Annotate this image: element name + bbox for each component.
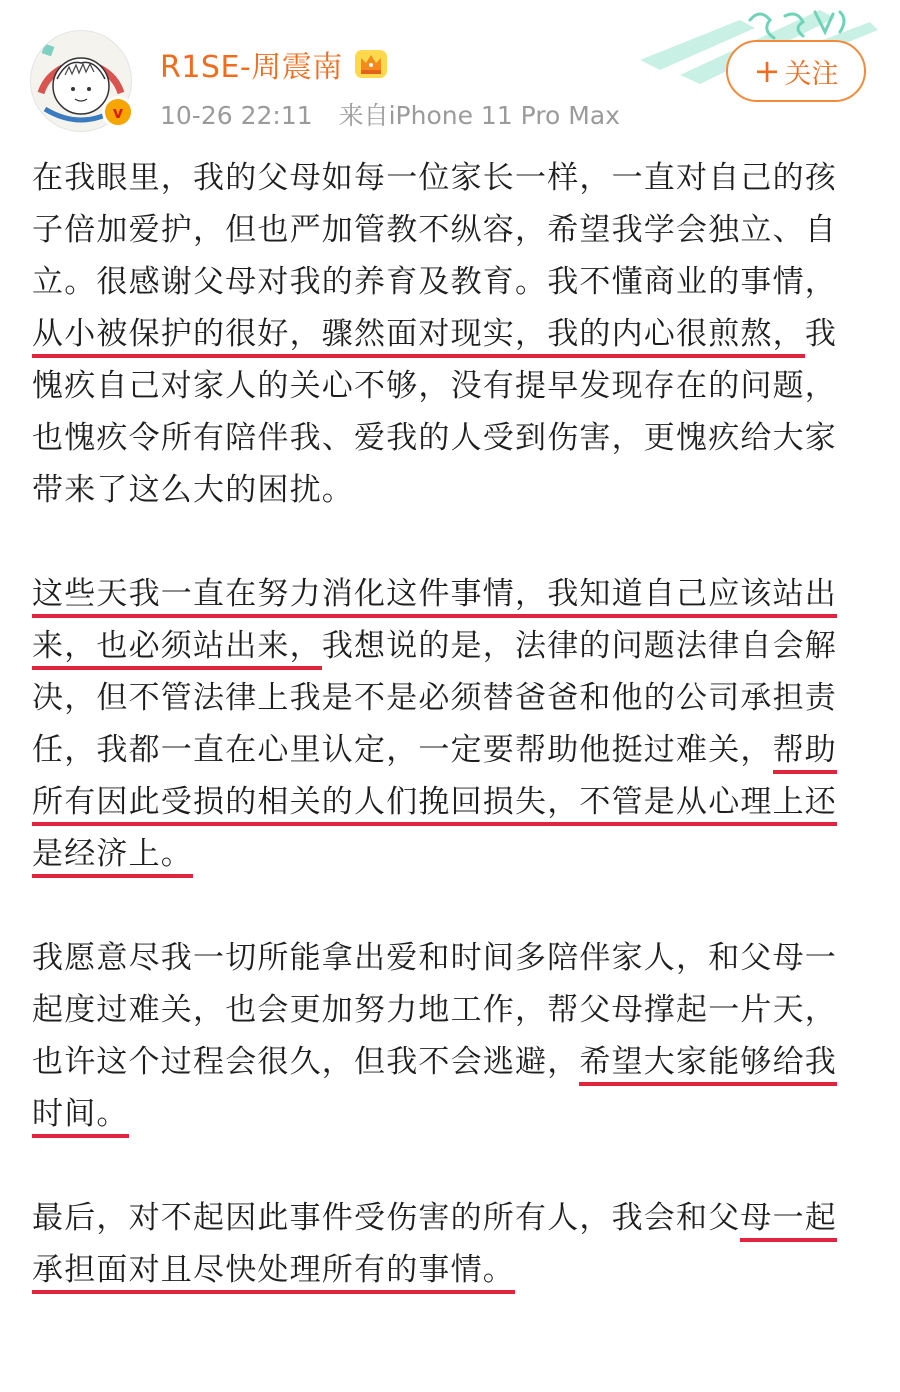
paragraph: [32, 568, 852, 880]
post-meta: [160, 96, 620, 132]
paragraph: [32, 932, 852, 1140]
paragraph: [32, 152, 852, 516]
post-header: [0, 0, 900, 140]
text-segment: 我想说的是，法律的问题法律自会解决，但不管法律上我是不是必须替爸爸和他的公司承担责任，我都一直在心里认定，一定要帮助他挺过难关，: [32, 628, 838, 768]
highlighted-text: 帮助所有因此受损的相关的人们挽回损失，不管是从心理上还是经济上。: [32, 732, 837, 878]
paragraph: [32, 1192, 852, 1296]
text-segment: 我愧疚自己对家人的关心不够，没有提早发现存在的问题，也愧疚令所有陪伴我、爱我的人受到伤害，更愧疚给大家带来了这么大的困扰。: [32, 316, 838, 508]
avatar[interactable]: [30, 30, 132, 132]
highlighted-text: 希望大家能够给我时间。: [32, 1044, 837, 1138]
text-segment: 我愿意尽我一切所能拿出爱和时间多陪伴家人，和父母一起度过难关，也会更加努力地工作，帮父母撑起一片天，也许这个过程会很久，但我不会逃避，: [32, 940, 837, 1080]
highlighted-text: 母一起承担面对且尽快处理所有的事情。: [32, 1200, 837, 1294]
verified-v-icon: v: [102, 96, 134, 128]
crown-member-icon: [353, 46, 389, 82]
follow-button[interactable]: [726, 40, 866, 102]
author-name[interactable]: R1SE-周震南: [160, 50, 343, 85]
follow-label: 关注: [784, 58, 839, 90]
text-segment: 在我眼里，我的父母如每一位家长一样，一直对自己的孩子倍加爱护，但也严加管教不纵容，希望我学会独立、自立。很感谢父母对我的养育及教育。我不懂商业的事情，: [32, 160, 837, 300]
highlighted-text: 从小被保护的很好，骤然面对现实，我的内心很煎熬，: [32, 316, 805, 358]
post-timestamp: 10-26 22:11: [160, 101, 313, 130]
plus-icon: +: [753, 52, 781, 90]
text-segment: 最后，对不起因此事件受伤害的所有人，我会和父: [32, 1200, 741, 1236]
highlighted-text: 这些天我一直在努力消化这件事情，我知道自己应该站出来，也必须站出来，: [32, 576, 837, 670]
username[interactable]: [160, 42, 389, 86]
post-source: 来自iPhone 11 Pro Max: [338, 101, 620, 130]
post-body: [32, 152, 852, 1296]
